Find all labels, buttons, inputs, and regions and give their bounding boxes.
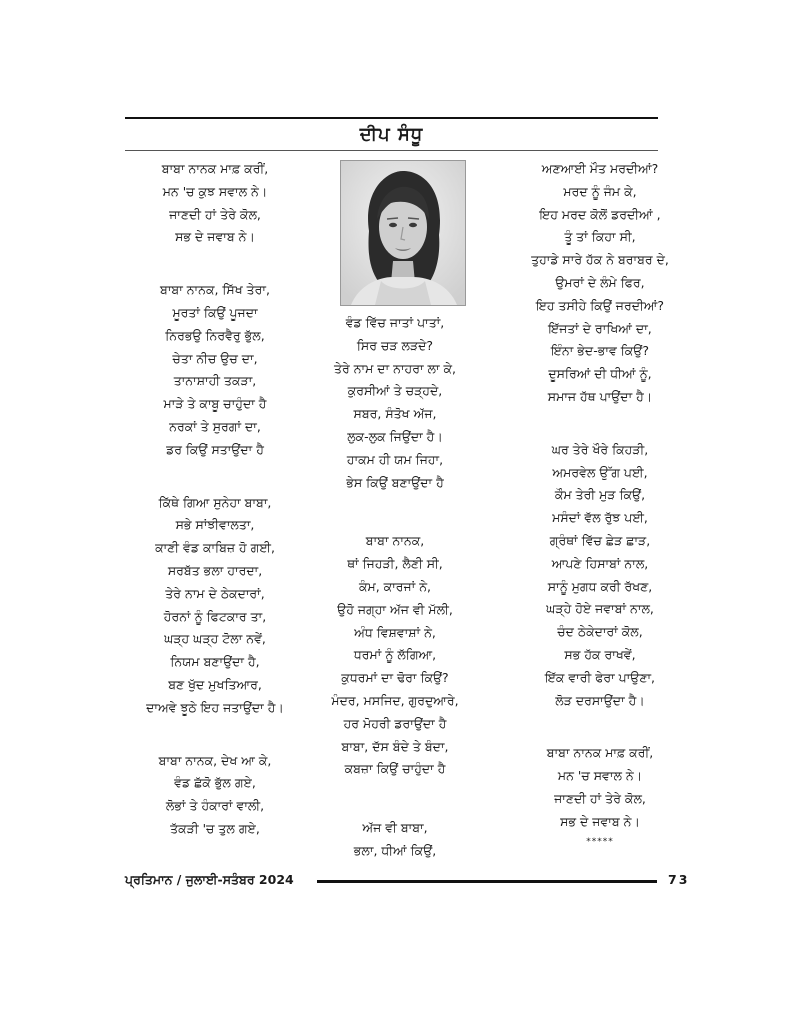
poem-stanza: [295, 817, 495, 863]
poem-line: ਘੜ੍ਹ ਘੜ੍ਹ ਟੋਲਾ ਨਵੇਂ,: [164, 631, 266, 647]
poem-line: ਕਾਣੀ ਵੰਡ ਕਾਬਿਜ਼ ਹੋ ਗਈ,: [155, 540, 275, 556]
poem-line: ਕੁਰਸੀਆਂ ਤੇ ਚੜ੍ਹਦੇ,: [347, 383, 443, 399]
poem-line: ਆਪਣੇ ਹਿਸਾਬਾਂ ਨਾਲ,: [551, 555, 649, 571]
poem-line: ਡਰ ਕਿਉਂ ਸਤਾਉਂਦਾ ਹੈ: [166, 441, 264, 457]
poem-line: ਅੰਧ ਵਿਸ਼ਵਾਸ਼ਾਂ ਨੇ,: [354, 624, 436, 640]
poem-line: ਨਿਰਭਉ ਨਿਰਵੈਰੁ ਭੁੱਲ,: [165, 327, 265, 343]
poem-stanza: [115, 158, 315, 249]
poem-line: ਬਾਬਾ ਨਾਨਕ, ਸਿੱਖ ਤੇਰਾ,: [160, 282, 270, 298]
poem-line: ਅੱਜ ਵੀ ਬਾਬਾ,: [362, 820, 428, 836]
poem-line: ਘਰ ਤੇਰੇ ਖੌਰੇ ਕਿਹੜੀ,: [551, 441, 649, 457]
poem-line: ਤੁਹਾਡੇ ਸਾਰੇ ਹੱਕ ਨੇ ਬਰਾਬਰ ਦੇ,: [531, 252, 669, 268]
poem-column-right: [500, 158, 700, 850]
poem-stanza: [115, 279, 315, 461]
poem-line: ਸਾਨੂੰ ਮੁਗਧ ਕਰੀ ਰੱਖਣ,: [547, 578, 653, 594]
poem-line: ਉਹੋ ਜਗ੍ਹਾ ਅੱਜ ਵੀ ਮੱਲੀ,: [337, 601, 453, 617]
poem-line: ਸਭ ਦੇ ਜਵਾਬ ਨੇ।: [175, 229, 255, 245]
footer-publication: ਪ੍ਰਤਿਮਾਨ / ਜੁਲਾਈ-ਸਤੰਬਰ 2024: [125, 872, 294, 887]
poem-line: ਬਾਬਾ ਨਾਨਕ ਮਾਫ਼ ਕਰੀਂ,: [546, 745, 654, 761]
poem-line: ਜਾਣਦੀ ਹਾਂ ਤੇਰੇ ਕੋਲ,: [554, 790, 646, 806]
poem-line: ਬਾਬਾ ਨਾਨਕ ਮਾਫ਼ ਕਰੀਂ,: [161, 161, 269, 176]
poem-line: ਅਮਰਵੇਲ ਉੱਗ ਪਈ,: [552, 464, 648, 480]
poem-line: ਚੇਤਾ ਨੀਚ ਉਚ ਦਾ,: [172, 350, 258, 366]
poem-line: ਸਿਰ ਚੜ ਲੜਦੇ?: [356, 337, 434, 353]
poem-line: ਲੋੜ ਦਰਸਾਉਂਦਾ ਹੈ।: [555, 692, 645, 708]
poem-line: ਸਮਾਜ ਹੱਥ ਪਾਉਂਦਾ ਹੈ।: [547, 388, 653, 404]
author-photo: [340, 160, 466, 306]
poem-line: ਇੱਜਤਾਂ ਦੇ ਰਾਖਿਆਂ ਦਾ,: [548, 320, 652, 336]
poem-line: ਬਾਬਾ ਨਾਨਕ,: [365, 533, 425, 549]
poem-line: ਭੇਸ ਕਿਉਂ ਬਣਾਉਂਦਾ ਹੈ: [346, 474, 444, 490]
poem-line: ਸਬਰ, ਸੰਤੋਖ ਅੱਜ,: [353, 406, 437, 422]
poem-line: ਬਾਬਾ ਨਾਨਕ, ਦੇਖ ਆ ਕੇ,: [158, 752, 272, 768]
poem-stanza: [115, 492, 315, 720]
poem-end-mark: *****: [586, 836, 614, 847]
poem-line: ਇਹ ਤਸੀਹੇ ਕਿਉਂ ਜਰਦੀਆਂ?: [535, 297, 665, 313]
poem-line: ਕਬਜ਼ਾ ਕਿਉਂ ਚਾਹੁੰਦਾ ਹੈ: [344, 761, 446, 777]
poem-line: ਲੋਭਾਂ ਤੇ ਹੰਕਾਰਾਂ ਵਾਲੀ,: [165, 798, 265, 814]
page-number: 73: [668, 872, 690, 887]
poem-line: ਹਾਕਮ ਹੀ ਯਮ ਜਿਹਾ,: [346, 451, 444, 467]
poem-line: ਤਾਨਾਸ਼ਾਹੀ ਤਕੜਾ,: [173, 373, 257, 389]
title-rule: [125, 150, 658, 151]
poem-stanza: [295, 530, 495, 781]
poem-line: ਕਿੱਥੇ ਗਿਆ ਸੁਨੇਹਾ ਬਾਬਾ,: [158, 494, 272, 510]
poem-line: ਮਸੰਦਾਂ ਵੱਲ ਰੁੱਝ ਪਈ,: [552, 510, 648, 526]
poem-line: ਹਰ ਮੋਹਰੀ ਡਰਾਉਂਦਾ ਹੈ: [343, 715, 447, 731]
poem-stanza: [500, 439, 700, 713]
poem-column-left: [115, 158, 315, 871]
poem-line: ਤੱਕੜੀ 'ਚ ਤੁਲ ਗਏ,: [170, 820, 260, 836]
poem-line: ਦਾਅਵੇ ਝੂਠੇ ਇਹ ਜਤਾਉਂਦਾ ਹੈ।: [146, 699, 284, 715]
poem-line: ਘੜ੍ਹੇ ਹੋਏ ਜਵਾਬਾਂ ਨਾਲ,: [546, 601, 654, 617]
poem-line: ਮਰਦ ਨੂੰ ਜੰਮ ਕੇ,: [563, 183, 637, 199]
poem-line: ਚੰਦ ਠੇਕੇਦਾਰਾਂ ਕੋਲ,: [557, 624, 643, 640]
poem-line: ਇੱਕ ਵਾਰੀ ਫੇਰਾ ਪਾਉਣਾ,: [544, 669, 656, 685]
poem-line: ਤੇਰੇ ਨਾਮ ਦੇ ਠੇਕਦਾਰਾਂ,: [165, 585, 265, 601]
poem-line: ਨਿਯਮ ਬਣਾਉਂਦਾ ਹੈ,: [170, 654, 260, 670]
poem-line: ਸਭ ਦੇ ਜਵਾਬ ਨੇ।: [560, 813, 640, 829]
poem-line: ਸਭ ਹੱਕ ਰਾਖਵੇਂ,: [564, 646, 636, 662]
poem-line: ਭਲਾ, ਧੀਆਂ ਕਿਉਂ,: [353, 842, 437, 858]
poem-line: ਮਾੜੇ ਤੇ ਕਾਬੂ ਚਾਹੁੰਦਾ ਹੈ: [163, 396, 267, 412]
poem-line: ਸਰਬੱਤ ਭਲਾ ਹਾਰਦਾ,: [167, 562, 263, 578]
poem-line: ਕੌਮ ਤੇਰੀ ਮੁੜ ਕਿਉਂ,: [554, 487, 646, 503]
poem-line: ਮੂਰਤਾਂ ਕਿਉਂ ਪੂਜਦਾ: [172, 304, 258, 320]
footer-rule: [317, 880, 657, 883]
poem-line: ਇੰਨਾ ਭੇਦ-ਭਾਵ ਕਿਉਂ?: [551, 343, 649, 359]
poem-stanza: [500, 742, 700, 833]
poem-line: ਸਭੇ ਸਾਂਝੀਵਾਲਤਾ,: [175, 517, 255, 533]
poem-line: ਅਣਆਈ ਮੌਤ ਮਰਦੀਆਂ?: [541, 161, 659, 176]
top-rule: [125, 117, 658, 119]
poem-stanza: [115, 750, 315, 841]
poem-line: ਮਨ 'ਚ ਸਵਾਲ ਨੇ।: [557, 768, 643, 784]
poem-line: ਹੋਰਨਾਂ ਨੂੰ ਫਿਟਕਾਰ ਤਾ,: [163, 608, 267, 624]
poem-stanza: [500, 158, 700, 409]
poem-line: ਤੂੰ ਤਾਂ ਕਿਹਾ ਸੀ,: [564, 229, 636, 245]
poem-line: ਮਨ 'ਚ ਕੁਝ ਸਵਾਲ ਨੇ।: [162, 183, 268, 199]
poem-line: ਨਰਕਾਂ ਤੇ ਸੁਰਗਾਂ ਦਾ,: [169, 418, 261, 434]
poem-line: ਗ੍ਰੰਥਾਂ ਵਿੱਚ ਛੇੜ ਛਾੜ,: [549, 532, 651, 548]
poem-line: ਕੰਮ, ਕਾਰਜਾਂ ਨੇ,: [358, 578, 431, 594]
poem-line: ਬਾਬਾ, ਦੱਸ ਬੰਦੇ ਤੇ ਬੰਦਾ,: [341, 738, 449, 754]
poem-line: ਉਮਰਾਂ ਦੇ ਲੰਮੇ ਫਿਰ,: [555, 274, 645, 290]
poem-line: ਲੁਕ-ਲੁਕ ਜਿਉਂਦਾ ਹੈ।: [347, 428, 443, 444]
poem-line: ਧਰਮਾਂ ਨੂੰ ਲੱਗਿਆ,: [353, 647, 437, 663]
poem-line: ਤੇਰੇ ਨਾਮ ਦਾ ਨਾਹਰਾ ਲਾ ਕੇ,: [334, 360, 456, 376]
poem-column-middle: [295, 312, 495, 899]
poem-line: ਥਾਂ ਜਿਹੜੀ, ਲੈਣੀ ਸੀ,: [347, 556, 443, 572]
poem-line: ਕੁਧਰਮਾਂ ਦਾ ਢੋਰਾ ਕਿਉਂ?: [341, 670, 449, 686]
poem-author-title: ਦੀਪ ਸੰਧੂ: [359, 124, 424, 145]
poem-line: ਵੰਡ ਵਿੱਚ ਜਾਤਾਂ ਪਾਤਾਂ,: [345, 315, 445, 330]
poem-line: ਇਹ ਮਰਦ ਕੋਲੋਂ ਡਰਦੀਆਂ ,: [539, 206, 661, 222]
poem-line: ਵੰਡ ਛੱਕੋ ਭੁੱਲ ਗਏ,: [174, 775, 256, 791]
poem-stanza: [295, 312, 495, 494]
poem-line: ਮੰਦਰ, ਮਸਜਿਦ, ਗੁਰਦੁਆਰੇ,: [331, 692, 459, 708]
poem-line: ਬਣ ਖੁੱਦ ਮੁਖਤਿਆਰ,: [168, 676, 262, 692]
poem-line: ਦੂਸਰਿਆਂ ਦੀ ਧੀਆਂ ਨੂੰ,: [548, 366, 652, 382]
author-portrait-image: [341, 161, 465, 305]
poem-line: ਜਾਣਦੀ ਹਾਂ ਤੇਰੇ ਕੋਲ,: [169, 206, 261, 222]
